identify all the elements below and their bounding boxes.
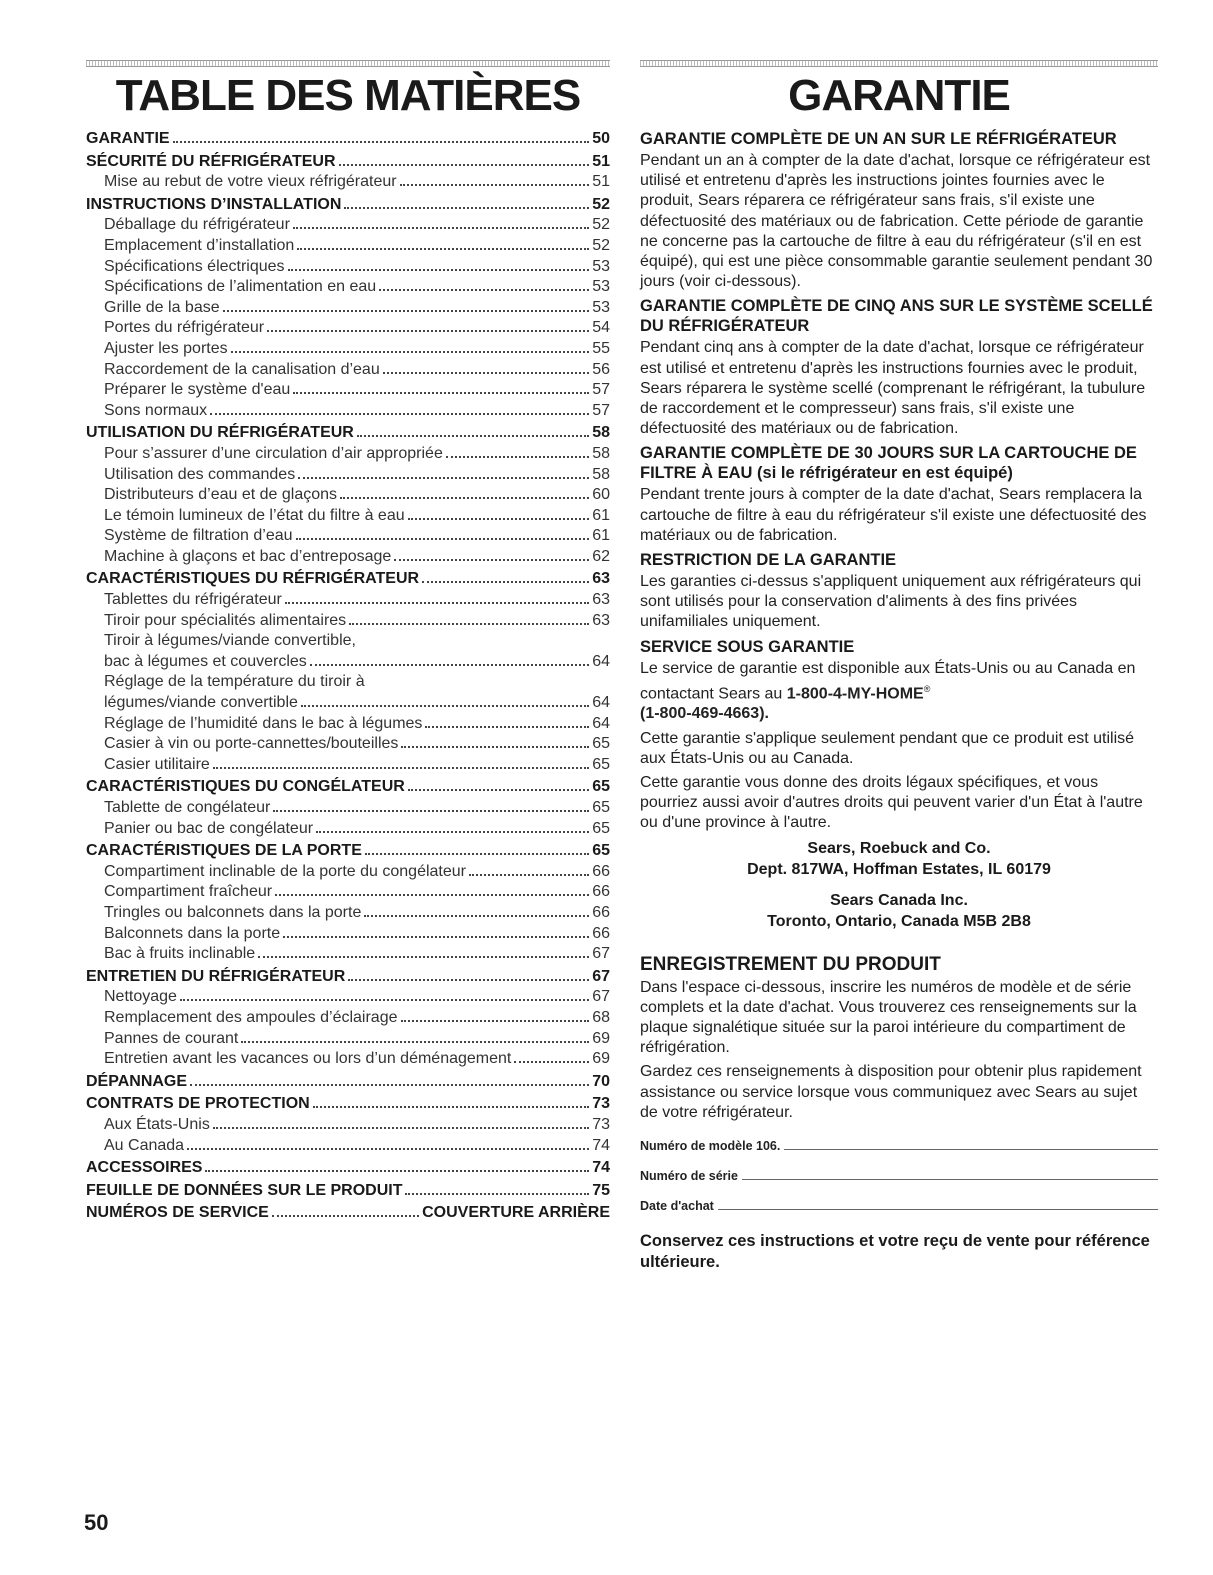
dot-leader [275, 894, 589, 896]
toc-column [86, 60, 610, 1224]
toc-entry-text: Bac à fruits inclinable [104, 945, 256, 963]
dot-leader [348, 979, 589, 981]
registered-mark: ® [923, 683, 931, 694]
toc-entry [86, 152, 610, 173]
toc-page-number: 66 [592, 862, 610, 880]
dot-leader [285, 602, 589, 604]
dot-leader [190, 1084, 589, 1086]
dot-leader [357, 435, 589, 437]
toc-entry [86, 1136, 610, 1157]
toc-entry [86, 1008, 610, 1029]
toc-page-number: 65 [592, 842, 610, 860]
dot-leader [213, 1127, 589, 1129]
registration-text: Dans l'espace ci-dessous, inscrire les numéros de modèle et de série complets et la date d'achat. Vous trouverez ces renseignements sur la plaque signalétique située sur la paroi intérieure du compartiment de réfrigération. [640, 978, 1137, 1057]
toc-page-number: 73 [592, 1115, 610, 1133]
toc-page-number: 63 [592, 591, 610, 609]
dot-leader [339, 164, 590, 166]
toc-page-number: 52 [592, 195, 610, 213]
toc-page-number: 62 [592, 547, 610, 565]
toc-entry-text: Compartiment inclinable de la porte du congélateur [104, 862, 466, 880]
dot-leader [313, 1106, 590, 1108]
address-line: Dept. 817WA, Hoffman Estates, IL 60179 [747, 860, 1051, 878]
toc-entry-text: FEUILLE DE DONNÉES SUR LE PRODUIT [86, 1181, 403, 1199]
toc-entry [86, 755, 610, 776]
toc-entry-text: CONTRATS DE PROTECTION [86, 1095, 310, 1113]
toc-entry-text: Panier ou bac de congélateur [104, 819, 314, 837]
dot-leader [425, 726, 589, 728]
toc-entry [86, 277, 610, 298]
dot-leader [272, 1215, 419, 1217]
toc-page-number: 65 [592, 819, 610, 837]
section-title: SERVICE SOUS GARANTIE [640, 637, 855, 656]
toc-entry-text: Tablettes du réfrigérateur [104, 591, 282, 609]
toc-page-number: 74 [592, 1159, 610, 1177]
dot-leader [273, 810, 589, 812]
toc-entry-text: Le témoin lumineux de l’état du filtre à eau [104, 506, 405, 524]
toc-page-number: 63 [592, 570, 610, 588]
section-text [640, 659, 1158, 725]
toc-entry-text: Ajuster les portes [104, 339, 228, 357]
toc-entry [86, 485, 610, 506]
toc-page-number: 75 [592, 1181, 610, 1199]
toc-page-number: 73 [592, 1095, 610, 1113]
toc-entry [86, 1049, 610, 1070]
toc-page-number: 58 [592, 465, 610, 483]
toc-entry [86, 339, 610, 360]
service-phone: 1-800-4-MY-HOME [786, 685, 924, 703]
toc-entry [86, 714, 610, 735]
toc-entry [86, 590, 610, 611]
toc-entry [86, 257, 610, 278]
toc-entry-text: SÉCURITÉ DU RÉFRIGÉRATEUR [86, 152, 336, 170]
toc-page-number: 55 [592, 339, 610, 357]
dot-leader [422, 581, 589, 583]
service-text: Le service de garantie est disponible aux États-Unis ou au Canada en contactant Sears au [640, 659, 1136, 703]
toc-page-number: 69 [592, 1029, 610, 1047]
toc-entry-text: Réglage de la température du tiroir à [104, 673, 365, 691]
serial-number-field[interactable] [640, 1167, 1158, 1183]
registration-text: Gardez ces renseignements à disposition pour obtenir plus rapidement assistance ou service lorsque vous communiquez avec Sears au sujet de votre réfrigérateur. [640, 1063, 1142, 1121]
toc-page-number: 64 [592, 714, 610, 732]
toc-entry-text: NUMÉROS DE SERVICE [86, 1204, 269, 1222]
toc-entry [86, 236, 610, 257]
toc-entry [86, 1158, 610, 1179]
toc-page-number: 58 [592, 424, 610, 442]
toc-entry [86, 1094, 610, 1115]
dot-leader [349, 623, 589, 625]
dot-leader [293, 227, 589, 229]
toc-entry-text: Tablette de congélateur [104, 799, 271, 816]
toc-page-number: 60 [592, 486, 610, 504]
dot-leader [288, 269, 590, 271]
section-text: Cette garantie vous donne des droits légaux spécifiques, et vous pourriez aussi avoir d'autres droits qui peuvent varier d'un État à l'autre ou d'une province à l'autre. [640, 774, 1143, 832]
dot-leader [394, 559, 589, 561]
sears-canada-address [640, 890, 1158, 932]
dot-leader [383, 372, 589, 374]
toc-entry-text: bac à légumes et couvercles [104, 652, 307, 670]
toc-entry-text: Casier à vin ou porte-cannettes/bouteilles [104, 735, 399, 753]
dot-leader [223, 310, 590, 312]
toc-entry [86, 129, 610, 150]
model-number-field[interactable] [640, 1137, 1158, 1153]
toc-entry-text: Au Canada [104, 1136, 185, 1154]
toc-page-number: 64 [592, 694, 610, 712]
dot-leader [379, 289, 589, 291]
toc-page-number: 70 [592, 1072, 610, 1090]
toc-page-number: 57 [592, 401, 610, 419]
toc-page-number: 64 [592, 652, 610, 670]
toc-entry-text: Compartiment fraîcheur [104, 883, 273, 901]
toc-entry-text: Préparer le système d'eau [104, 381, 291, 399]
toc-entry [86, 506, 610, 527]
toc-entry [86, 569, 610, 590]
dot-leader [267, 330, 589, 332]
toc-page-number: 65 [592, 755, 610, 773]
toc-entry-text: Aux États-Unis [104, 1115, 210, 1133]
toc-page-number: 65 [592, 799, 610, 816]
sears-us-address [640, 838, 1158, 880]
toc-entry [86, 777, 610, 798]
toc-entry [86, 611, 610, 632]
section-text: Pendant trente jours à compter de la date d'achat, Sears remplacera la cartouche de filtre à eau du réfrigérateur s'il existe une défectuosité des matériaux ou de fabrication. [640, 486, 1147, 544]
toc-entry [86, 380, 610, 401]
toc-entry [86, 1203, 610, 1224]
section-text: Pendant cinq ans à compter de la date d'achat, lorsque ce réfrigérateur est utilisé et entretenu d'après les instructions fournies avec le produit, Sears réparera le système scellé (comprenant le réfrigérant, la tubulure de raccordement et le compresseur) sans frais, s'il existe une défectuosité des matériaux ou de fabrication. [640, 339, 1146, 438]
toc-page-number: 51 [592, 152, 610, 170]
toc-entry-text: Pannes de courant [104, 1029, 239, 1047]
toc-entry [86, 1181, 610, 1202]
toc-entry-text: Grille de la base [104, 298, 220, 316]
toc-entry [86, 841, 610, 862]
toc-entry [86, 360, 610, 381]
dot-leader [283, 936, 589, 938]
page-number: 50 [84, 1510, 109, 1535]
toc-entry [86, 882, 610, 903]
toc-page-number: 52 [592, 216, 610, 234]
toc-entry-text: GARANTIE [86, 130, 170, 147]
dot-leader [210, 413, 589, 415]
toc-entry-text: Pour s’assurer d’une circulation d’air appropriée [104, 444, 443, 462]
toc-entry-text: Nettoyage [104, 988, 177, 1006]
toc-page-number: 57 [592, 381, 610, 399]
toc-entry [86, 1115, 610, 1136]
toc-entry-text: Balconnets dans la porte [104, 924, 281, 942]
toc-entry [86, 1029, 610, 1050]
toc-entry [86, 318, 610, 339]
toc-entry-text: CARACTÉRISTIQUES DE LA PORTE [86, 842, 362, 860]
dot-leader [297, 248, 589, 250]
dot-leader [310, 664, 589, 666]
toc-entry [86, 862, 610, 883]
toc-entry-text: UTILISATION DU RÉFRIGÉRATEUR [86, 424, 354, 442]
toc-entry [86, 401, 610, 422]
dot-leader [446, 456, 589, 458]
toc-page-number: 67 [592, 988, 610, 1006]
toc-entry-text: Sons normaux [104, 401, 208, 419]
toc-entry [86, 819, 610, 840]
toc-page-number: 61 [592, 527, 610, 545]
toc-entry [86, 652, 610, 673]
dot-leader [213, 767, 589, 769]
toc-page-number: 58 [592, 444, 610, 462]
dot-leader [205, 1170, 589, 1172]
toc-entry [86, 734, 610, 755]
write-line[interactable] [784, 1137, 1158, 1150]
dot-leader [316, 831, 589, 833]
toc-entry [86, 631, 610, 652]
toc-entry-text: CARACTÉRISTIQUES DU RÉFRIGÉRATEUR [86, 570, 420, 588]
toc-entry-text: Utilisation des commandes [104, 465, 296, 483]
toc-entry [86, 1072, 610, 1093]
toc-page-number: 66 [592, 924, 610, 942]
toc-entry [86, 423, 610, 444]
toc-entry-text: DÉPANNAGE [86, 1072, 188, 1090]
toc-page-number: 51 [592, 173, 610, 191]
toc-entry-text: Casier utilitaire [104, 755, 210, 773]
registration-title: ENREGISTREMENT DU PRODUIT [640, 953, 941, 975]
section-title: GARANTIE COMPLÈTE DE 30 JOURS SUR LA CARTOUCHE DE FILTRE À EAU (si le réfrigérateur en est équipé) [640, 444, 1137, 483]
toc-entry [86, 215, 610, 236]
toc-entry-text: Remplacement des ampoules d’éclairage [104, 1008, 398, 1026]
toc-page-number: 65 [592, 778, 610, 796]
toc-page-number: 54 [592, 319, 610, 337]
dot-leader [469, 874, 589, 876]
toc-page-number: 63 [592, 611, 610, 629]
dot-leader [514, 1061, 589, 1063]
toc-entry-text: Machine à glaçons et bac d’entreposage [104, 547, 392, 565]
toc-page-number: 61 [592, 506, 610, 524]
dot-leader [258, 956, 589, 958]
dot-leader [364, 915, 589, 917]
toc-entry-text: Système de filtration d’eau [104, 527, 293, 545]
dot-leader [187, 1148, 589, 1150]
section-title: GARANTIE COMPLÈTE DE UN AN SUR LE RÉFRIGÉRATEUR [640, 130, 1117, 148]
toc-entry [86, 967, 610, 988]
toc-entry-text: Tiroir à légumes/viande convertible, [104, 632, 356, 650]
dot-leader [231, 351, 590, 353]
toc-entry-text: Tiroir pour spécialités alimentaires [104, 611, 347, 629]
toc-page-number: 66 [592, 883, 610, 901]
toc-entry-text: Raccordement de la canalisation d’eau [104, 360, 380, 378]
toc-entry [86, 903, 610, 924]
keep-instructions-note: Conservez ces instructions et votre reçu de vente pour référence ultérieure. [640, 1232, 1150, 1272]
dot-leader [296, 538, 590, 540]
section-title: RESTRICTION DE LA GARANTIE [640, 551, 897, 570]
toc-entry-text: Distributeurs d’eau et de glaçons [104, 486, 338, 504]
dot-leader [408, 518, 590, 520]
address-line: Toronto, Ontario, Canada M5B 2B8 [767, 912, 1031, 930]
toc-title: TABLE DES MATIÈRES [115, 71, 581, 120]
toc-entry-text: Spécifications électriques [104, 257, 285, 275]
field-label: Numéro de série [640, 1169, 738, 1184]
toc-page-number: 53 [592, 298, 610, 316]
section-text: Les garanties ci-dessus s'appliquent uniquement aux réfrigérateurs qui sont utilisés pour la conservation d'aliments à des fins privées unifamiliales uniquement. [640, 573, 1142, 631]
toc-entry-text: légumes/viande convertible [104, 694, 298, 712]
dot-leader [408, 789, 589, 791]
dot-leader [301, 705, 589, 707]
toc-entry [86, 672, 610, 693]
toc-entry [86, 465, 610, 486]
dot-leader [401, 1020, 590, 1022]
dot-leader [400, 184, 590, 186]
toc-entry-text: Déballage du réfrigérateur [104, 216, 290, 234]
write-line[interactable] [718, 1197, 1158, 1210]
toc-entry [86, 944, 610, 965]
dot-leader [241, 1041, 589, 1043]
address-line: Sears, Roebuck and Co. [807, 839, 991, 857]
toc-entry-text: ACCESSOIRES [86, 1159, 203, 1177]
toc-entry [86, 526, 610, 547]
toc-entry-text: Réglage de l’humidité dans le bac à légumes [104, 714, 423, 732]
toc-entry [86, 195, 610, 216]
toc-page-number: 52 [592, 236, 610, 254]
toc-page-number: 66 [592, 903, 610, 921]
toc-entry [86, 693, 610, 714]
dot-leader [293, 392, 589, 394]
top-rule [86, 60, 610, 67]
dot-leader [405, 1193, 589, 1195]
toc-page-number: 74 [592, 1136, 610, 1154]
toc-entry-text: Mise au rebut de votre vieux réfrigérateur [104, 173, 397, 191]
toc-page-number: 68 [592, 1008, 610, 1026]
toc-entry [86, 444, 610, 465]
service-phone-numeric: (1-800-469-4663). [640, 705, 769, 723]
warranty-title: GARANTIE [788, 71, 1010, 120]
toc-entry-text: Portes du réfrigérateur [104, 319, 265, 337]
dot-leader [401, 746, 589, 748]
toc-entry-text: ENTRETIEN DU RÉFRIGÉRATEUR [86, 967, 346, 985]
toc-page-number: 67 [592, 967, 610, 985]
dot-leader [340, 497, 589, 499]
toc-entry-text: INSTRUCTIONS D’INSTALLATION [86, 195, 342, 213]
section-text: Cette garantie s'applique seulement pendant que ce produit est utilisé aux États-Unis ou au Canada. [640, 729, 1135, 767]
dot-leader [344, 207, 589, 209]
toc-entry [86, 547, 610, 568]
section-text: Pendant un an à compter de la date d'achat, lorsque ce réfrigérateur est utilisé et entretenu d'après les instructions jointes fournies avec le produit, Sears réparera ce réfrigérateur sans frais, s'il existe une défectuosité des matériaux ou de fabrication. Cette période de garantie ne concerne pas la cartouche de filtre à eau du réfrigérateur (s'il en est équipé), qui est une pièce consommable garantie seulement pendant 30 jours (voir ci-dessous). [640, 152, 1153, 291]
toc-entry [86, 298, 610, 319]
toc-page-number: 67 [592, 945, 610, 963]
toc-entry [86, 172, 610, 193]
toc-entry-text: Tringles ou balconnets dans la porte [104, 903, 362, 921]
toc-page-number: COUVERTURE ARRIÈRE [422, 1204, 610, 1222]
toc-list [86, 129, 610, 1224]
field-label: Numéro de modèle 106. [640, 1139, 781, 1154]
toc-page-number: 53 [592, 257, 610, 275]
address-line: Sears Canada Inc. [830, 891, 968, 909]
write-line[interactable] [742, 1167, 1158, 1180]
toc-entry [86, 924, 610, 945]
dot-leader [365, 853, 589, 855]
warranty-column [640, 60, 1158, 1273]
toc-entry [86, 798, 610, 819]
toc-entry [86, 987, 610, 1008]
toc-page-number: 50 [592, 130, 610, 147]
toc-entry-text: Emplacement d’installation [104, 236, 295, 254]
field-label: Date d'achat [640, 1199, 714, 1214]
toc-page-number: 56 [592, 360, 610, 378]
toc-page-number: 53 [592, 278, 610, 296]
toc-entry-text: Spécifications de l’alimentation en eau [104, 278, 377, 296]
toc-entry-text: CARACTÉRISTIQUES DU CONGÉLATEUR [86, 778, 405, 796]
dot-leader [180, 999, 589, 1001]
dot-leader [298, 477, 589, 479]
section-title: GARANTIE COMPLÈTE DE CINQ ANS SUR LE SYSTÈME SCELLÉ DU RÉFRIGÉRATEUR [640, 297, 1153, 336]
toc-entry-text: Entretien avant les vacances ou lors d’un déménagement [104, 1050, 512, 1068]
dot-leader [173, 141, 590, 143]
purchase-date-field[interactable] [640, 1197, 1158, 1213]
toc-page-number: 69 [592, 1050, 610, 1068]
toc-page-number: 65 [592, 735, 610, 753]
top-rule [640, 60, 1158, 67]
